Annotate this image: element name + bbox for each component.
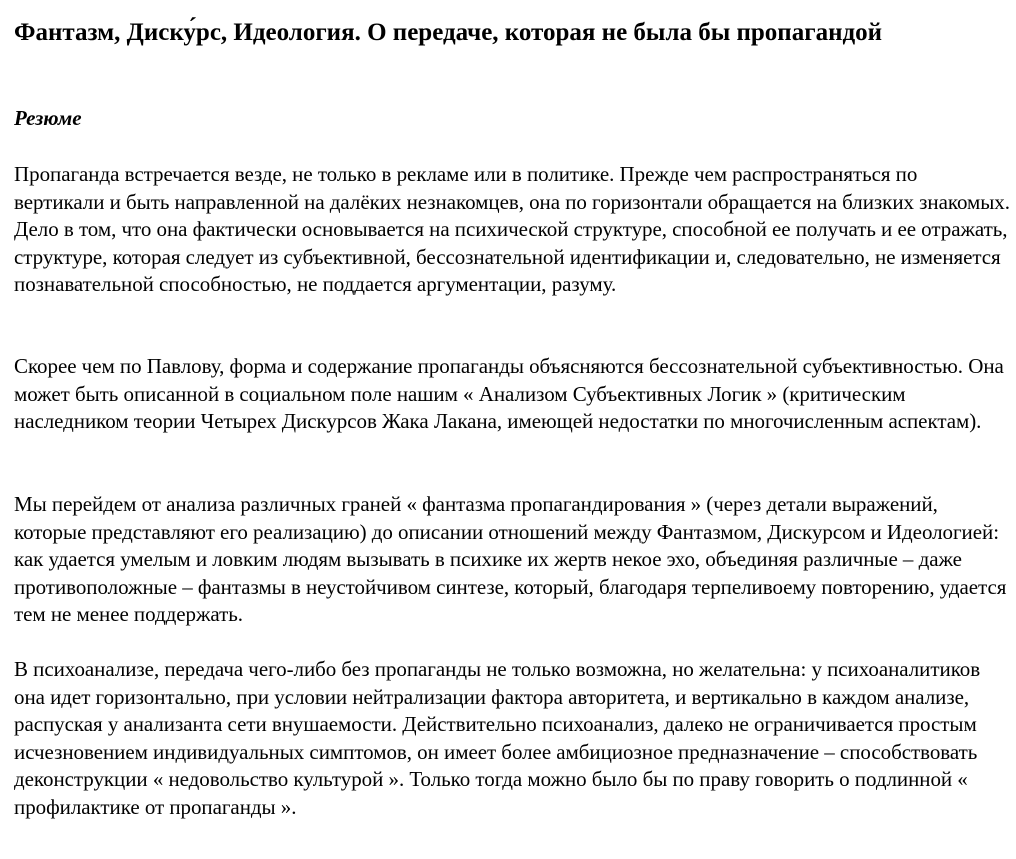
paragraph-4: В психоанализе, передача чего-либо без пропаганды не только возможна, но желательна: у психоаналитиков она идет горизонтально, при условии нейтрализации фактора авторитета, и вертикально в каждом анализе, распуская у анализанта сети внушаемости. Действительно психоанализ, далеко не ограничивается простым исчезновением индивидуальных симптомов, он имеет более амбициозное предназначение – способствовать деконструкции « недовольство культурой ». Только тогда можно было бы по праву говорить о подлинной « профилактике от пропаганды ». <box>14 657 981 819</box>
paragraph-3: Мы перейдем от анализа различных граней « фантазма пропагандирования » (через детали выражений, которые представляют его реализацию) до описании отношений между Фантазмом, Дискурсом и Идеологией: как удается умелым и ловким людям вызывать в психике их жертв некое эхо, объединяя различные – даже противоположные – фантазмы в неустойчивом синтезе, который, благодаря терпеливоему повторению, удается тем не менее поддержать. <box>14 492 1007 626</box>
paragraph-2: Скорее чем по Павлову, форма и содержание пропаганды объясняются бессознательной субъективностью. Она может быть описанной в социальном поле нашим « Анализом Субъективных Логик » (критическим наследником теории Четырех Дискурсов Жака Лакана, имеющей недостатки по многочисленным аспектам). <box>14 354 1004 433</box>
paragraph-1: Пропаганда встречается везде, не только в рекламе или в политике. Прежде чем распространяться по вертикали и быть направленной на далёких незнакомцев, она по горизонтали обращается на близких знакомых. Дело в том, что она фактически основывается на психической структуре, способной ее получать и ее отражать, структуре, которая следует из субъективной, бессознательной идентификации и, следовательно, не изменяется познавательной способностью, не поддается аргументации, разуму. <box>14 162 1010 296</box>
document-title: Фантазм, Диску́рс, Идеология. О передаче, которая не была бы пропагандой <box>14 19 883 46</box>
section-heading-summary: Резюме <box>14 106 82 130</box>
